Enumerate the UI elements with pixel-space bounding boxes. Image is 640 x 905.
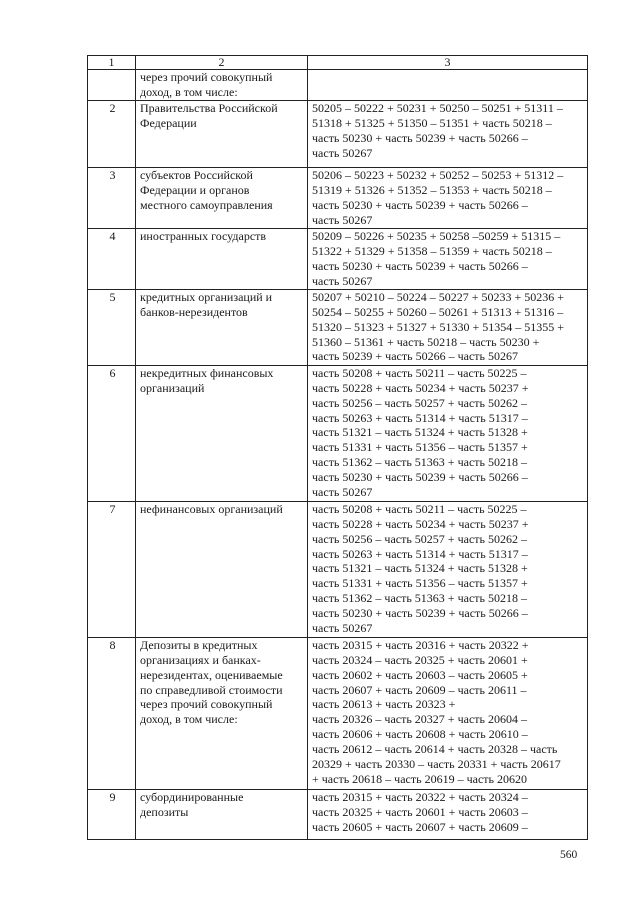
row-indicator-name [136,365,308,501]
formula-line: 50206 – 50223 + 50232 + 50252 – 50253 + 51312 – [312,167,564,182]
formula-line: часть 20325 + часть 20601 + часть 20603 – [312,804,528,819]
formula-line: 51320 – 51323 + 51327 + 51330 + 51354 – 51355 + [312,319,565,334]
formula-line: часть 51331 + часть 51356 – часть 51357 + [312,576,528,591]
table-row [88,228,588,289]
formula-line: часть 20326 – часть 20327 + часть 20604 – [312,712,527,727]
row-indicator-name [136,228,308,289]
table-header-row [88,56,588,70]
row-account-formula [308,100,588,167]
row-account-formula [308,228,588,289]
formula-line: часть 50263 + часть 51314 + часть 51317 – [312,546,528,561]
formula-line: часть 50230 + часть 50239 + часть 50266 – [312,606,528,621]
name-line: иностранных государств [140,228,267,243]
formula-line: 50205 – 50222 + 50231 + 50250 – 50251 + 51311 – [312,100,563,115]
formula-line: часть 51321 – часть 51324 + часть 51328 + [312,425,528,440]
table-row [88,100,588,167]
table-row [88,289,588,365]
row-account-formula [308,637,588,789]
formula-line: 51319 + 51326 + 51352 – 51353 + часть 50218 – [312,182,552,197]
row-account-formula [308,70,588,101]
header-cell: 3 [308,56,588,70]
row-account-formula [308,289,588,365]
formula-line: 51322 + 51329 + 51358 – 51359 + часть 50218 – [312,243,552,258]
formula-line: часть 50208 + часть 50211 – часть 50225 – [312,365,527,380]
header-cell: 1 [88,56,136,70]
row-number: 8 [88,637,136,789]
name-line: местного самоуправления [140,197,273,212]
formula-line: часть 50239 + часть 50266 – часть 50267 [312,349,518,364]
table-row [88,70,588,101]
row-number [88,70,136,101]
row-account-formula [308,789,588,839]
row-account-formula [308,501,588,637]
formula-line: часть 50267 [312,273,373,288]
formula-line: часть 50230 + часть 50239 + часть 50266 – [312,130,528,145]
name-line: Федерации [140,115,197,130]
formula-line: часть 50230 + часть 50239 + часть 50266 – [312,197,528,212]
formula-line: часть 20324 – часть 20325 + часть 20601 + [312,652,528,667]
name-line: через прочий совокупный [140,697,273,712]
formula-line: часть 50208 + часть 50211 – часть 50225 – [312,501,527,516]
name-line: Депозиты в кредитных [140,637,258,652]
document-table [87,55,588,840]
table-row [88,167,588,228]
name-line: нерезидентах, оцениваемые [140,667,283,682]
formula-line: часть 50267 [312,621,373,636]
formula-line: часть 20612 – часть 20614 + часть 20328 – часть [312,742,558,757]
formula-line: часть 20613 + часть 20323 + [312,697,456,712]
name-line: доход, в том числе: [140,712,238,727]
table-row [88,501,588,637]
row-account-formula [308,167,588,228]
formula-line: часть 51331 + часть 51356 – часть 51357 + [312,440,528,455]
name-line: нефинансовых организаций [140,501,283,516]
table-row [88,789,588,839]
row-number: 9 [88,789,136,839]
formula-line: часть 50263 + часть 51314 + часть 51317 – [312,410,528,425]
page-number: 560 [560,849,578,861]
row-indicator-name [136,167,308,228]
formula-line: 50254 – 50255 + 50260 – 50261 + 51313 + 51316 – [312,304,564,319]
formula-line: часть 50267 [312,485,373,500]
name-line: субъектов Российской [140,167,253,182]
row-number: 5 [88,289,136,365]
name-line: субординированные [140,789,244,804]
name-line: Федерации и органов [140,182,250,197]
formula-line: часть 50256 – часть 50257 + часть 50262 – [312,531,527,546]
formula-line: 51360 – 51361 + часть 50218 – часть 50230 + [312,334,540,349]
name-line: некредитных финансовых [140,365,274,380]
formula-line: часть 50256 – часть 50257 + часть 50262 – [312,395,527,410]
table-row [88,365,588,501]
formula-line: часть 20315 + часть 20316 + часть 20322 + [312,637,529,652]
formula-line: часть 51362 – часть 51363 + часть 50218 – [312,455,527,470]
name-line: кредитных организаций и [140,289,273,304]
formula-line: часть 20607 + часть 20609 – часть 20611 – [312,682,527,697]
formula-line: 51318 + 51325 + 51350 – 51351 + часть 50218 – [312,115,552,130]
formula-line: часть 20606 + часть 20608 + часть 20610 – [312,727,528,742]
row-number: 6 [88,365,136,501]
name-line: доход, в том числе: [140,84,238,99]
table-row [88,637,588,789]
row-number: 3 [88,167,136,228]
header-cell: 2 [136,56,308,70]
formula-line: часть 51362 – часть 51363 + часть 50218 – [312,591,527,606]
formula-line: 50207 + 50210 – 50224 – 50227 + 50233 + 50236 + [312,289,565,304]
formula-line: часть 50230 + часть 50239 + часть 50266 – [312,470,528,485]
row-number: 7 [88,501,136,637]
row-indicator-name [136,289,308,365]
row-indicator-name [136,100,308,167]
formula-line: 20329 + часть 20330 – часть 20331 + часть 20617 [312,757,561,772]
formula-line: часть 20315 + часть 20322 + часть 20324 – [312,789,528,804]
row-indicator-name [136,70,308,101]
formula-line: + часть 20618 – часть 20619 – часть 20620 [312,771,527,786]
row-indicator-name [136,501,308,637]
name-line: Правительства Российской [140,100,278,115]
name-line: депозиты [140,804,189,819]
name-line: организаций [140,380,205,395]
name-line: через прочий совокупный [140,70,273,84]
formula-line: часть 20602 + часть 20603 – часть 20605 + [312,667,528,682]
name-line: по справедливой стоимости [140,682,283,697]
formula-line: часть 50228 + часть 50234 + часть 50237 + [312,380,529,395]
formula-line: часть 51321 – часть 51324 + часть 51328 + [312,561,528,576]
formula-line: 50209 – 50226 + 50235 + 50258 –50259 + 51315 – [312,228,561,243]
formula-line: часть 50230 + часть 50239 + часть 50266 – [312,258,528,273]
row-indicator-name [136,637,308,789]
name-line: организациях и банках- [140,652,261,667]
row-account-formula [308,365,588,501]
name-line: банков-нерезидентов [140,304,248,319]
formula-line: часть 50267 [312,145,373,160]
formula-line: часть 50228 + часть 50234 + часть 50237 + [312,516,529,531]
formula-line: часть 50267 [312,212,373,227]
row-indicator-name [136,789,308,839]
row-number: 2 [88,100,136,167]
formula-line: часть 20605 + часть 20607 + часть 20609 – [312,819,528,834]
row-number: 4 [88,228,136,289]
